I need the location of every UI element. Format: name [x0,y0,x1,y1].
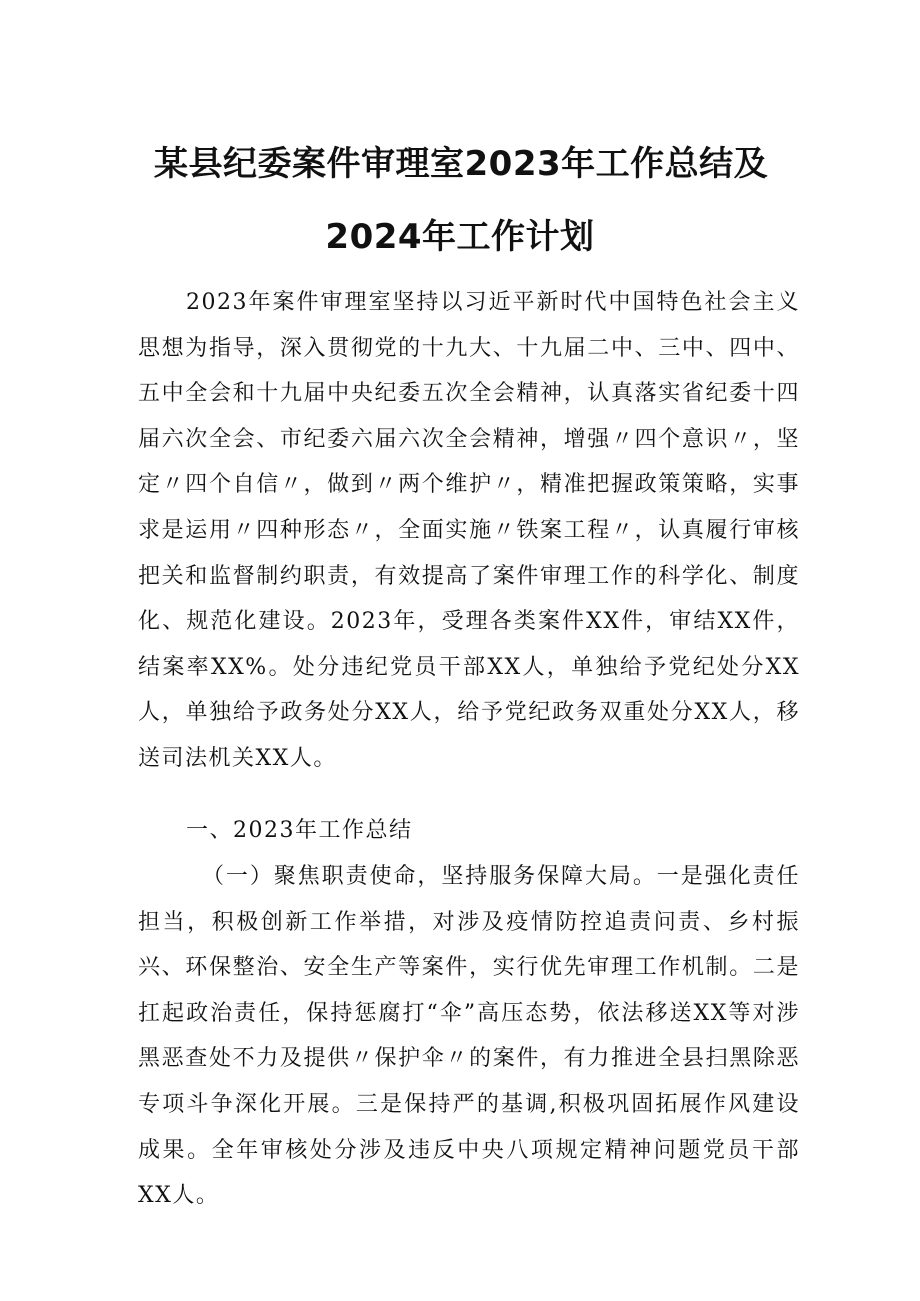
section-heading: 一、2023年工作总结 [186,818,413,843]
intro-paragraph: 2023年案件审理室坚持以习近平新时代中国特色社会主义思想为指导，深入贯彻党的十九大、十九届二中、三中、四中、五中全会和十九届中央纪委五次全会精神，认真落实省纪委十四届六次全会、市纪委六届六次全会精神，增强〃四个意识〃，坚定〃四个自信〃，做到〃两个维护〃，精准把握政策策略，实事求是运用〃四种形态〃，全面实施〃铁案工程〃，认真履行审核把关和监督制约职责，有效提高了案件审理工作的科学化、制度化、规范化建设。2023年，受理各类案件XX件，审结XX件，结案率XX%。处分违纪党员干部XX人，单独给予党纪处分XX人，单独给予政务处分XX人，给予党纪政务双重处分XX人，移送司法机关XX人。 [138,290,800,771]
document-title-line-1: 某县纪委案件审理室2023年工作总结及 [154,144,769,184]
document-title-line-2: 2024年工作计划 [325,217,595,257]
section-paragraph: （一）聚焦职责使命，坚持服务保障大局。一是强化责任担当，积极创新工作举措，对涉及疫情防控追责问责、乡村振兴、环保整治、安全生产等案件，实行优先审理工作机制。二是扛起政治责任，保持惩腐打“伞”高压态势，依法移送XX等对涉黑恶查处不力及提供〃保护伞〃的案件，有力推进全县扫黑除恶专项斗争深化开展。三是保持严的基调,积极巩固拓展作风建设成果。全年审核处分涉及违反中央八项规定精神问题党员干部XX人。 [138,864,800,1209]
